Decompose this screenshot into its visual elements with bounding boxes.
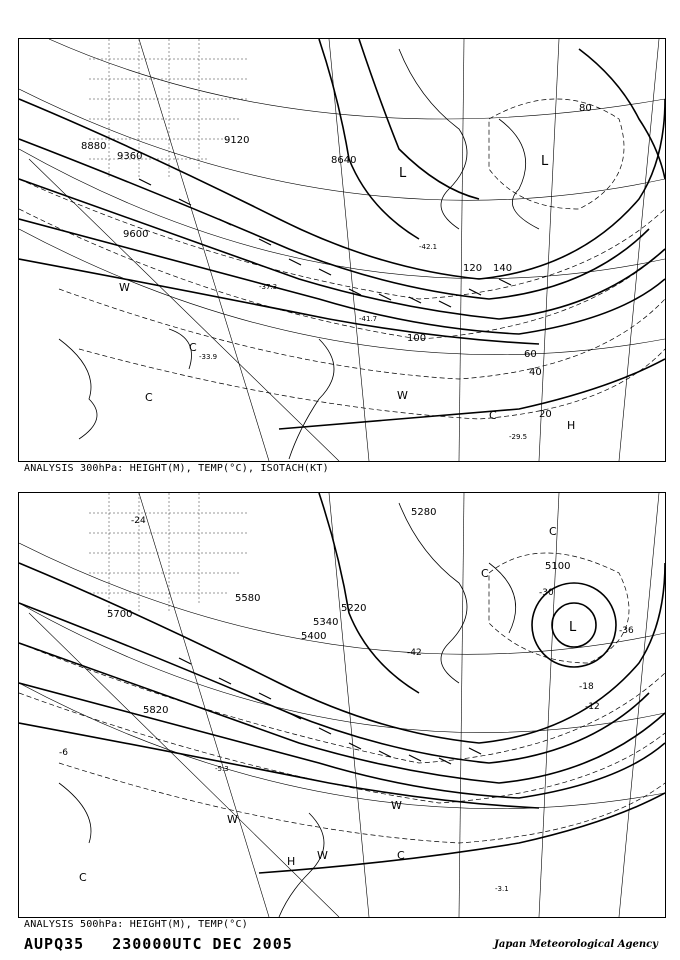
map-300hpa-svg <box>19 39 665 461</box>
temp-label: -33.9 <box>199 353 218 361</box>
isotach-label: 20 <box>539 409 552 420</box>
warm-symbol: W <box>397 389 408 402</box>
warm-symbol: W <box>227 813 238 826</box>
map-500-labels <box>59 507 634 893</box>
temp-label: -24 <box>131 516 146 526</box>
coastlines <box>59 49 539 459</box>
cold-symbol: C <box>189 341 197 354</box>
height-label: 5100 <box>545 561 571 572</box>
temp-label: -37.3 <box>259 283 278 291</box>
agency-credit: Japan Meteorological Agency <box>494 939 658 950</box>
height-label: 9120 <box>224 135 250 146</box>
high-pressure-symbol: H <box>287 855 296 868</box>
height-label: 5580 <box>235 593 261 604</box>
cold-symbol: C <box>145 391 153 404</box>
temp-label: -12 <box>585 702 600 712</box>
low-pressure-symbol: L <box>399 166 407 181</box>
low-pressure-symbol: L <box>569 620 577 635</box>
temp-label: -6 <box>59 748 68 758</box>
height-label: 5700 <box>107 609 133 620</box>
height-label: 5220 <box>341 603 367 614</box>
hatched-region <box>89 39 249 179</box>
map-300-labels <box>81 103 592 441</box>
height-label: 5820 <box>143 705 169 716</box>
graticule <box>19 493 665 917</box>
valid-time: 230000UTC DEC 2005 <box>112 935 293 953</box>
temp-label: -30 <box>539 588 554 598</box>
height-contours <box>19 39 665 429</box>
wind-barbs <box>179 658 481 764</box>
height-contours <box>19 493 665 873</box>
height-label: 8880 <box>81 141 107 152</box>
temp-label: -36 <box>619 626 634 636</box>
temp-label: -5.3 <box>215 765 229 773</box>
cold-symbol: C <box>79 871 87 884</box>
cold-symbol: C <box>481 567 489 580</box>
isotach-lines <box>19 99 665 419</box>
temp-label: -3.1 <box>495 885 509 893</box>
map-panel-500hpa <box>18 492 666 918</box>
height-label: 9600 <box>123 229 149 240</box>
hatched-region <box>89 493 249 613</box>
low-pressure-symbol: L <box>541 154 549 169</box>
cold-symbol: C <box>397 849 405 862</box>
map-panel-300hpa <box>18 38 666 462</box>
wind-barbs <box>139 179 511 307</box>
height-label: 8640 <box>331 155 357 166</box>
map-500hpa-svg <box>19 493 665 917</box>
height-label: 9360 <box>117 151 143 162</box>
isotach-label: 120 <box>463 263 483 274</box>
cold-symbol: C <box>489 409 497 422</box>
caption-300hpa: ANALYSIS 300hPa: HEIGHT(M), TEMP(°C), ISOTACH(KT) <box>24 463 329 474</box>
warm-symbol: W <box>391 799 402 812</box>
temp-label: -29.5 <box>509 433 528 441</box>
warm-symbol: W <box>317 849 328 862</box>
temp-label: -42.1 <box>419 243 438 251</box>
graticule <box>19 39 665 461</box>
isotach-label: 100 <box>407 333 427 344</box>
temp-label: -42 <box>407 648 422 658</box>
isotach-label: 140 <box>493 263 513 274</box>
temp-label: -41.7 <box>359 315 378 323</box>
isotach-label: 80 <box>579 103 592 114</box>
warm-symbol: W <box>119 281 130 294</box>
chart-header <box>24 935 311 953</box>
isotach-label: 40 <box>529 367 542 378</box>
height-label: 5400 <box>301 631 327 642</box>
isotach-label: 60 <box>524 349 537 360</box>
temp-label: -18 <box>579 682 594 692</box>
cold-symbol: C <box>549 525 557 538</box>
height-label: 5280 <box>411 507 437 518</box>
caption-500hpa: ANALYSIS 500hPa: HEIGHT(M), TEMP(°C) <box>24 919 248 930</box>
height-label: 5340 <box>313 617 339 628</box>
high-pressure-symbol: H <box>567 419 576 432</box>
product-code: AUPQ35 <box>24 935 85 953</box>
